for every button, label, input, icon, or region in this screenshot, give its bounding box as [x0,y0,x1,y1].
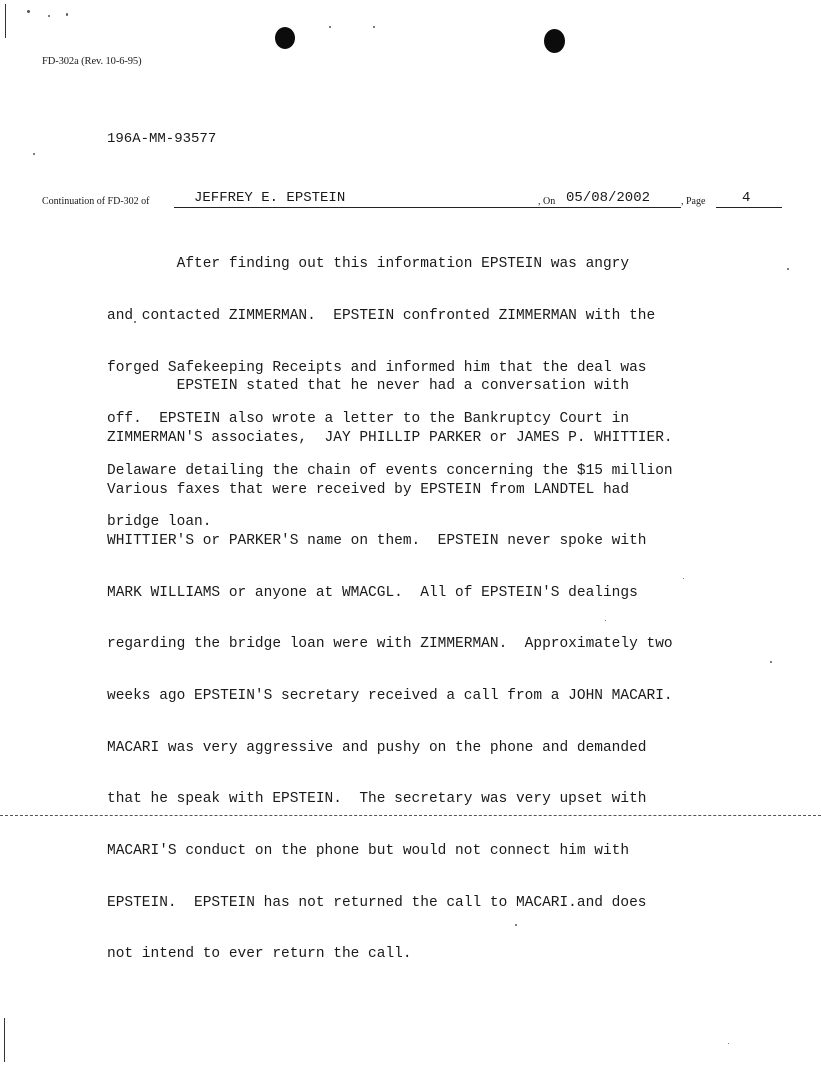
text-line: not intend to ever return the call. [107,946,412,963]
speck [787,268,789,270]
text-line: that he speak with EPSTEIN. The secretary was very upset with [107,791,647,808]
date-label: , On [538,196,556,207]
file-number: 196A-MM-93577 [107,131,217,147]
continuation-line [42,186,782,210]
speck [683,578,684,579]
page-label: , Page [681,196,706,207]
continuation-label: Continuation of FD-302 of [42,196,150,207]
date-underline [564,207,681,208]
subject-underline [174,207,579,208]
speck [27,10,30,13]
speck [66,13,68,16]
text-line: EPSTEIN stated that he never had a conversation with [107,378,630,395]
left-edge-mark-top [5,4,6,38]
speck [728,1043,729,1044]
speck [48,15,50,17]
form-identifier: FD-302a (Rev. 10-6-95) [42,56,142,67]
text-line: MARK WILLIAMS or anyone at WMACGL. All of EPSTEIN'S dealings [107,584,638,601]
interview-date: 05/08/2002 [566,190,651,206]
page-underline [716,207,782,208]
text-line: Delaware detailing the chain of events concerning the $15 million [107,462,673,479]
left-edge-mark-bottom [4,1018,5,1062]
text-line: Various faxes that were received by EPSTEIN from LANDTEL had [107,481,630,498]
page-number: 4 [742,190,751,206]
text-line: regarding the bridge loan were with ZIMMERMAN. Approximately two [107,636,673,653]
speck [33,153,35,155]
text-line: ZIMMERMAN'S associates, JAY PHILLIP PARKER or JAMES P. WHITTIER. [107,430,673,447]
speck [373,26,375,28]
text-line: forged Safekeeping Receipts and informed him that the deal was [107,359,647,376]
text-line: weeks ago EPSTEIN'S secretary received a call from a JOHN MACARI. [107,688,673,705]
paragraph [107,344,673,981]
speck [329,26,331,28]
text-line: MACARI'S conduct on the phone but would not connect him with [107,842,630,859]
text-line: MACARI was very aggressive and pushy on the phone and demanded [107,739,647,756]
text-line: After finding out this information EPSTEIN was angry [107,256,630,273]
punch-hole-left [275,27,295,49]
text-line: bridge loan. [107,514,212,531]
text-line: WHITTIER'S or PARKER'S name on them. EPSTEIN never spoke with [107,533,647,550]
subject-name: JEFFREY E. EPSTEIN [194,190,346,206]
speck [770,661,772,663]
punch-hole-right [544,29,565,53]
text-line: off. EPSTEIN also wrote a letter to the Bankruptcy Court in [107,411,630,428]
text-line: and contacted ZIMMERMAN. EPSTEIN confronted ZIMMERMAN with the [107,308,656,325]
text-line: EPSTEIN. EPSTEIN has not returned the call to MACARI.and does [107,894,647,911]
